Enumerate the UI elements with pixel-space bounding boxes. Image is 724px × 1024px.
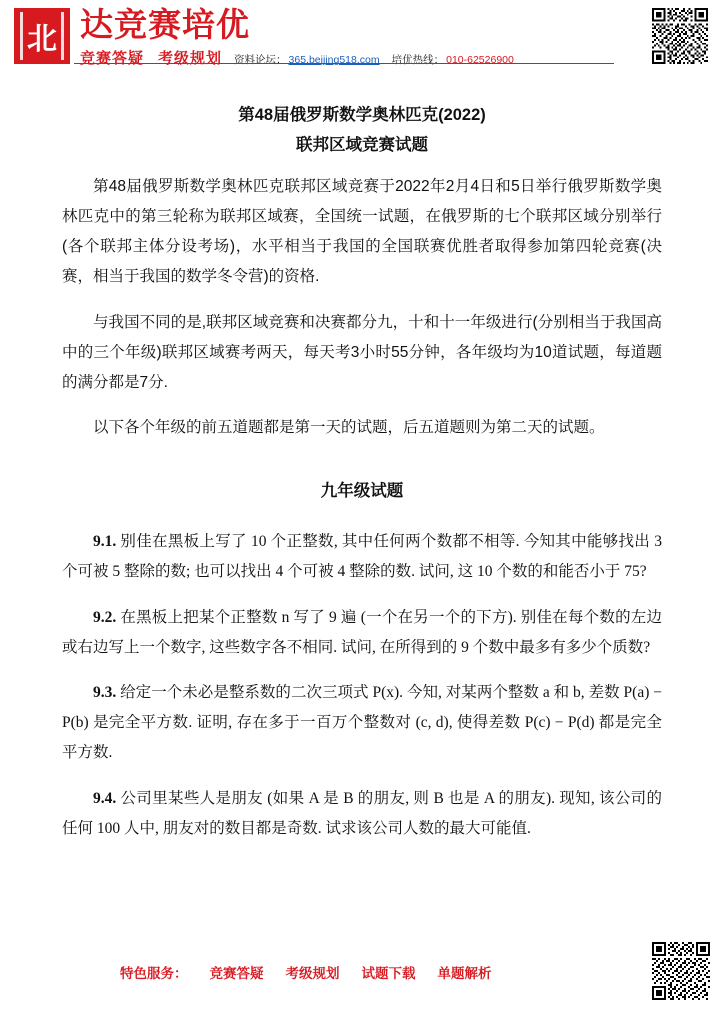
problem-item bbox=[62, 784, 662, 844]
problem-text: 给定一个未必是整系数的二次三项式 P(x). 今知, 对某两个整数 a 和 b, 差数 P(a) − P(b) 是完全平方数. 证明, 存在多于一百万个整数对 (c, d), 使得差数 P(c) − P(d) 都是完全平方数. bbox=[62, 684, 663, 761]
problem-item bbox=[62, 678, 662, 768]
hotline-label: 培优热线： bbox=[391, 54, 445, 66]
page-header bbox=[0, 0, 724, 76]
problem-number: 9.2. bbox=[93, 608, 117, 626]
footer-item-1[interactable]: 考级规划 bbox=[285, 966, 340, 981]
footer-label: 特色服务： bbox=[120, 966, 188, 981]
brand-logo-block bbox=[14, 8, 514, 68]
intro-paragraph-3: 以下各个年级的前五道题都是第一天的试题，后五道题则为第二天的试题。 bbox=[93, 419, 605, 436]
footer-item-0[interactable]: 竞赛答疑 bbox=[209, 966, 264, 981]
qr-code-icon-top[interactable] bbox=[652, 8, 708, 64]
document-body bbox=[0, 76, 724, 844]
brand-sub-1: 竞赛答疑 bbox=[80, 50, 145, 67]
brand-sub-2: 考级规划 bbox=[158, 50, 223, 67]
footer-item-3[interactable]: 单题解析 bbox=[437, 966, 492, 981]
hotline-number: 010-62526900 bbox=[446, 54, 514, 66]
resource-link[interactable]: 365.beijing518.com bbox=[288, 54, 380, 66]
brand-text bbox=[80, 8, 514, 68]
problem-number: 9.3. bbox=[93, 684, 117, 701]
page-title-line2: 联邦区域竞赛试题 bbox=[296, 136, 428, 154]
page-footer bbox=[0, 950, 724, 1010]
page-title bbox=[62, 100, 662, 160]
page-title-line1: 第48届俄罗斯数学奥林匹克(2022) bbox=[238, 106, 486, 124]
intro-paragraph-2: 与我国不同的是,联邦区域竞赛和决赛都分九，十和十一年级进行(分别相当于我国高中的三个年级)联邦区域赛考两天，每天考3小时55分钟，各年级均为10道试题，每道题的满分都是7分. bbox=[62, 313, 662, 391]
intro-paragraph-1: 第48届俄罗斯数学奥林匹克联邦区域竞赛于2022年2月4日和5日举行俄罗斯数学奥林匹克中的第三轮称为联邦区域赛，全国统一试题，在俄罗斯的七个联邦区域分别举行(各个联邦主体分设考场)，水平相当于我国的全国联赛优胜者取得参加第四轮竞赛(决赛，相当于我国的数学冬令营)的资格. bbox=[62, 178, 662, 285]
resource-label: 资料论坛： bbox=[234, 54, 287, 66]
problem-text: 公司里某些人是朋友 (如果 A 是 B 的朋友, 则 B 也是 A 的朋友). 现知, 该公司的任何 100 人中, 朋友对的数目都是奇数. 试求该公司人数的最大可能值. bbox=[62, 789, 662, 837]
problem-number: 9.1. bbox=[93, 533, 117, 550]
brand-subline bbox=[80, 47, 514, 68]
qr-code-icon-bottom[interactable] bbox=[652, 942, 710, 1000]
section-title: 九年级试题 bbox=[320, 482, 404, 500]
logo-glyph: 北 bbox=[27, 23, 57, 56]
qr-code-svg bbox=[652, 942, 710, 1000]
header-divider bbox=[74, 63, 614, 64]
problem-item bbox=[62, 603, 662, 663]
problem-number: 9.4. bbox=[93, 789, 117, 807]
footer-services bbox=[120, 962, 492, 982]
footer-item-2[interactable]: 试题下载 bbox=[361, 966, 416, 981]
logo-mark-icon bbox=[14, 8, 70, 64]
problem-text: 别佳在黑板上写了 10 个正整数, 其中任何两个数都不相等. 今知其中能够找出 3 个可被 5 整除的数; 也可以找出 4 个可被 4 整除的数. 试问, 这 10 个数的和能否小于 75? bbox=[62, 533, 662, 580]
problem-list bbox=[62, 527, 662, 844]
brand-title: 达竞赛培优 bbox=[80, 6, 250, 43]
qr-code-svg bbox=[652, 8, 708, 64]
problem-item bbox=[62, 527, 662, 587]
problem-text: 在黑板上把某个正整数 n 写了 9 遍 (一个在另一个的下方). 别佳在每个数的左边或右边写上一个数字, 这些数字各不相同. 试问, 在所得到的 9 个数中最多有多少个质数? bbox=[62, 608, 663, 656]
